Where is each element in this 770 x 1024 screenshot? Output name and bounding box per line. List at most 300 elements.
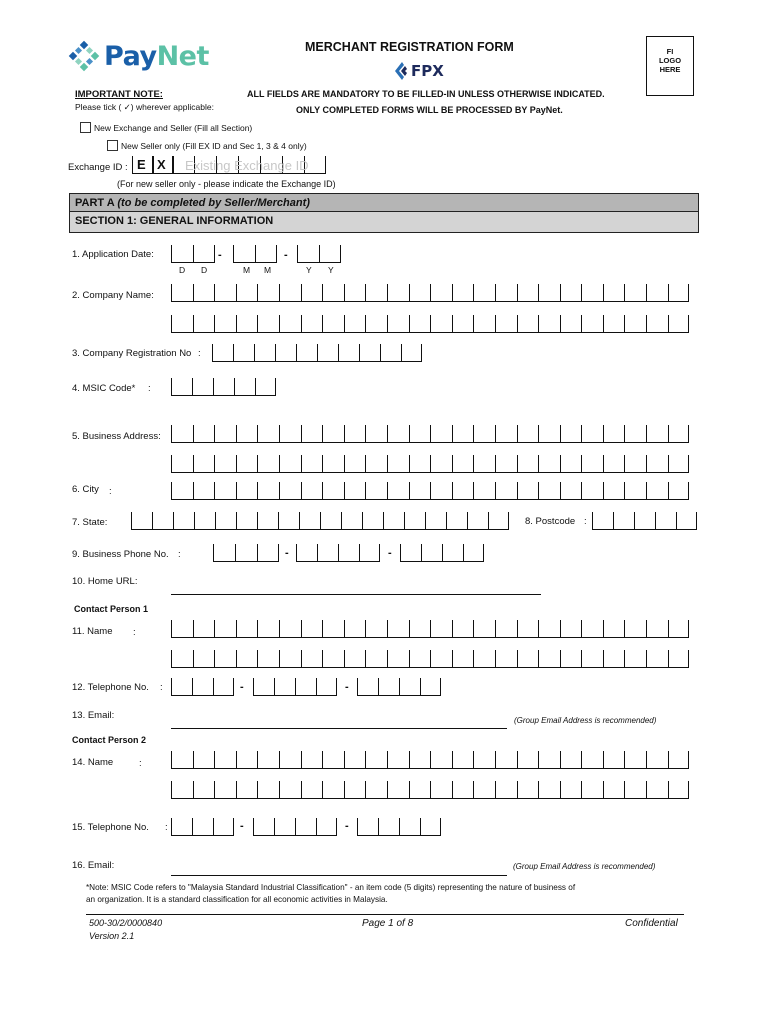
char-box[interactable] <box>646 425 668 443</box>
char-box[interactable] <box>473 455 495 473</box>
char-box[interactable] <box>473 751 495 769</box>
char-box[interactable] <box>668 781 690 799</box>
contact2-name-input-line-1[interactable] <box>171 751 689 769</box>
char-box[interactable] <box>581 455 603 473</box>
char-box[interactable] <box>338 344 359 362</box>
char-box[interactable] <box>257 781 279 799</box>
paynet-logo <box>68 38 209 74</box>
contact1-name-colon: : <box>133 627 136 638</box>
part-a-title-rest: (to be completed by Seller/Merchant) <box>117 197 310 209</box>
char-box[interactable] <box>624 781 646 799</box>
new-seller-only-label: New Seller only (Fill EX ID and Sec 1, 3 & 4 only) <box>121 141 307 151</box>
char-box[interactable] <box>624 284 646 302</box>
char-box[interactable] <box>214 315 236 333</box>
char-box[interactable] <box>668 284 690 302</box>
char-box[interactable] <box>236 482 258 500</box>
char-box[interactable] <box>603 284 625 302</box>
char-box[interactable] <box>646 315 668 333</box>
char-box[interactable] <box>387 650 409 668</box>
part-a-title-part: PART A <box>75 197 115 209</box>
char-box[interactable] <box>668 751 690 769</box>
char-box[interactable] <box>365 315 387 333</box>
company-name-input-line-1[interactable] <box>171 284 689 302</box>
char-box[interactable] <box>214 482 236 500</box>
company-reg-no-input[interactable] <box>212 344 422 362</box>
char-box[interactable] <box>171 650 193 668</box>
char-box[interactable] <box>452 425 474 443</box>
char-box[interactable] <box>387 425 409 443</box>
char-box[interactable] <box>560 650 582 668</box>
exchange-id-prefix-e: E <box>137 157 146 172</box>
char-box[interactable] <box>538 482 560 500</box>
char-box[interactable] <box>257 751 279 769</box>
business-address-input-line-1[interactable] <box>171 425 689 443</box>
char-box[interactable] <box>193 425 215 443</box>
char-box[interactable] <box>322 620 344 638</box>
char-box[interactable] <box>236 650 258 668</box>
char-box[interactable] <box>214 620 236 638</box>
city-input[interactable] <box>171 482 689 500</box>
char-box[interactable] <box>171 284 193 302</box>
char-box[interactable] <box>430 455 452 473</box>
char-box[interactable] <box>317 344 338 362</box>
char-box[interactable] <box>214 751 236 769</box>
char-box[interactable] <box>517 315 539 333</box>
char-box[interactable] <box>603 781 625 799</box>
part-a-title <box>75 198 310 209</box>
char-box[interactable] <box>668 620 690 638</box>
char-box[interactable] <box>171 315 193 333</box>
char-box[interactable] <box>212 344 233 362</box>
char-box[interactable] <box>430 315 452 333</box>
char-box[interactable] <box>452 455 474 473</box>
char-box[interactable] <box>581 482 603 500</box>
char-box[interactable] <box>517 482 539 500</box>
char-box[interactable] <box>301 650 323 668</box>
char-box[interactable] <box>236 284 258 302</box>
char-box[interactable] <box>473 315 495 333</box>
char-box[interactable] <box>387 620 409 638</box>
date-separator-2: - <box>284 249 288 261</box>
char-box[interactable] <box>560 620 582 638</box>
contact2-telephone-separator-2: - <box>345 820 349 832</box>
char-box[interactable] <box>171 751 193 769</box>
char-box[interactable] <box>387 781 409 799</box>
char-box[interactable] <box>495 455 517 473</box>
char-box[interactable] <box>646 751 668 769</box>
exchange-id-label: Exchange ID : <box>68 162 128 173</box>
char-box[interactable] <box>517 455 539 473</box>
char-box[interactable] <box>603 650 625 668</box>
company-name-input-line-2[interactable] <box>171 315 689 333</box>
date-year-hint-2: Y <box>328 265 334 275</box>
char-box[interactable] <box>387 284 409 302</box>
char-box[interactable] <box>603 315 625 333</box>
char-box[interactable] <box>452 482 474 500</box>
application-date-year-input[interactable] <box>297 245 341 263</box>
char-box[interactable] <box>538 781 560 799</box>
char-box[interactable] <box>236 781 258 799</box>
business-address-label: 5. Business Address: <box>72 431 161 442</box>
char-box[interactable] <box>409 455 431 473</box>
char-box[interactable] <box>473 620 495 638</box>
char-box[interactable] <box>365 425 387 443</box>
char-box[interactable] <box>624 751 646 769</box>
char-box[interactable] <box>452 781 474 799</box>
char-box[interactable] <box>430 781 452 799</box>
char-box[interactable] <box>452 650 474 668</box>
char-box[interactable] <box>301 315 323 333</box>
char-box[interactable] <box>322 425 344 443</box>
char-box[interactable] <box>409 781 431 799</box>
char-box[interactable] <box>301 455 323 473</box>
char-box[interactable] <box>581 751 603 769</box>
section1-title: SECTION 1: GENERAL INFORMATION <box>75 215 274 227</box>
date-month-hint-1: M <box>243 265 251 275</box>
char-box[interactable] <box>359 344 380 362</box>
char-box[interactable] <box>322 455 344 473</box>
char-box[interactable] <box>560 284 582 302</box>
char-box[interactable] <box>401 344 422 362</box>
char-box[interactable] <box>473 650 495 668</box>
char-box[interactable] <box>624 650 646 668</box>
char-box[interactable] <box>430 284 452 302</box>
char-box[interactable] <box>365 455 387 473</box>
char-box[interactable] <box>322 781 344 799</box>
char-box[interactable] <box>301 781 323 799</box>
char-box[interactable] <box>387 482 409 500</box>
char-box[interactable] <box>365 751 387 769</box>
char-box[interactable] <box>279 781 301 799</box>
char-box[interactable] <box>344 781 366 799</box>
char-box[interactable] <box>193 315 215 333</box>
business-phone-input-part-1[interactable] <box>213 544 279 562</box>
postcode-input[interactable] <box>592 512 697 530</box>
char-box[interactable] <box>603 455 625 473</box>
char-box[interactable] <box>495 284 517 302</box>
business-phone-separator-2: - <box>388 547 392 559</box>
char-box[interactable] <box>560 315 582 333</box>
char-box[interactable] <box>560 751 582 769</box>
contact1-telephone-label: 12. Telephone No. <box>72 682 149 693</box>
char-box[interactable] <box>517 620 539 638</box>
char-box[interactable] <box>646 482 668 500</box>
contact2-email-input[interactable] <box>171 875 507 876</box>
char-box[interactable] <box>344 751 366 769</box>
char-box[interactable] <box>322 751 344 769</box>
contact1-heading: Contact Person 1 <box>74 604 149 614</box>
char-box[interactable] <box>473 425 495 443</box>
contact2-telephone-colon: : <box>165 822 168 833</box>
char-box[interactable] <box>668 425 690 443</box>
contact2-name-input-line-2[interactable] <box>171 781 689 799</box>
char-box[interactable] <box>538 315 560 333</box>
char-box[interactable] <box>452 751 474 769</box>
char-box[interactable] <box>409 650 431 668</box>
char-box[interactable] <box>257 455 279 473</box>
paynet-wordmark: PayNet <box>104 40 209 72</box>
contact1-name-input-line-2[interactable] <box>171 650 689 668</box>
char-box[interactable] <box>322 315 344 333</box>
contact2-telephone-input-part-2[interactable] <box>253 818 337 836</box>
char-box[interactable] <box>538 455 560 473</box>
char-box[interactable] <box>538 751 560 769</box>
business-phone-input-part-2[interactable] <box>296 544 380 562</box>
fpx-mark-icon <box>395 62 409 80</box>
char-box[interactable] <box>646 284 668 302</box>
char-box[interactable] <box>236 620 258 638</box>
char-box[interactable] <box>257 650 279 668</box>
char-box[interactable] <box>624 315 646 333</box>
char-box[interactable] <box>257 482 279 500</box>
char-box[interactable] <box>668 650 690 668</box>
char-box[interactable] <box>668 482 690 500</box>
char-box[interactable] <box>236 425 258 443</box>
new-exchange-seller-checkbox[interactable] <box>80 122 91 133</box>
char-box[interactable] <box>279 284 301 302</box>
char-box[interactable] <box>409 482 431 500</box>
char-box[interactable] <box>344 425 366 443</box>
char-box[interactable] <box>560 482 582 500</box>
char-box[interactable] <box>538 425 560 443</box>
contact1-telephone-colon: : <box>160 682 163 693</box>
char-box[interactable] <box>430 482 452 500</box>
char-box[interactable] <box>430 425 452 443</box>
char-box[interactable] <box>193 781 215 799</box>
char-box[interactable] <box>495 781 517 799</box>
char-box[interactable] <box>257 425 279 443</box>
char-box[interactable] <box>387 315 409 333</box>
contact2-telephone-input-part-3[interactable] <box>357 818 441 836</box>
msic-code-colon: : <box>148 383 151 394</box>
application-date-label: 1. Application Date: <box>72 249 154 260</box>
char-box[interactable] <box>603 751 625 769</box>
char-box[interactable] <box>214 425 236 443</box>
char-box[interactable] <box>646 455 668 473</box>
char-box[interactable] <box>517 650 539 668</box>
char-box[interactable] <box>236 455 258 473</box>
char-box[interactable] <box>171 482 193 500</box>
char-box[interactable] <box>517 781 539 799</box>
char-box[interactable] <box>452 620 474 638</box>
char-box[interactable] <box>668 455 690 473</box>
fpx-logo <box>395 62 444 80</box>
char-box[interactable] <box>301 284 323 302</box>
char-box[interactable] <box>171 781 193 799</box>
char-box[interactable] <box>257 315 279 333</box>
char-box[interactable] <box>193 284 215 302</box>
char-box[interactable] <box>473 482 495 500</box>
char-box[interactable] <box>581 425 603 443</box>
char-box[interactable] <box>452 284 474 302</box>
contact1-name-input-line-1[interactable] <box>171 620 689 638</box>
state-input[interactable] <box>131 512 509 530</box>
char-box[interactable] <box>517 751 539 769</box>
char-box[interactable] <box>603 425 625 443</box>
char-box[interactable] <box>380 344 401 362</box>
date-month-hint-2: M <box>264 265 272 275</box>
char-box[interactable] <box>322 482 344 500</box>
company-reg-no-colon: : <box>198 348 201 359</box>
char-box[interactable] <box>365 284 387 302</box>
date-day-hint-2: D <box>201 265 208 275</box>
contact2-name-label: 14. Name <box>72 757 114 768</box>
contact2-telephone-label: 15. Telephone No. <box>72 822 149 833</box>
char-box[interactable] <box>430 751 452 769</box>
contact1-telephone-input-part-1[interactable] <box>171 678 234 696</box>
char-box[interactable] <box>409 284 431 302</box>
msic-code-label: 4. MSIC Code* <box>72 383 136 394</box>
char-box[interactable] <box>279 425 301 443</box>
char-box[interactable] <box>624 425 646 443</box>
section1-header <box>69 212 699 233</box>
char-box[interactable] <box>473 781 495 799</box>
char-box[interactable] <box>387 455 409 473</box>
char-box[interactable] <box>409 751 431 769</box>
char-box[interactable] <box>365 482 387 500</box>
char-box[interactable] <box>322 650 344 668</box>
char-box[interactable] <box>495 482 517 500</box>
part-a-header <box>69 193 699 212</box>
char-box[interactable] <box>279 455 301 473</box>
char-box[interactable] <box>233 344 254 362</box>
char-box[interactable] <box>193 620 215 638</box>
new-seller-only-checkbox[interactable] <box>107 140 118 151</box>
char-box[interactable] <box>214 650 236 668</box>
char-box[interactable] <box>409 425 431 443</box>
application-date-month-input[interactable] <box>233 245 277 263</box>
contact1-email-input[interactable] <box>171 728 507 729</box>
char-box[interactable] <box>301 482 323 500</box>
char-box[interactable] <box>581 620 603 638</box>
char-box[interactable] <box>254 344 275 362</box>
business-phone-input-part-3[interactable] <box>400 544 484 562</box>
char-box[interactable] <box>193 751 215 769</box>
mandatory-notice: ALL FIELDS ARE MANDATORY TO BE FILLED-IN UNLESS OTHERWISE INDICATED. <box>247 89 605 99</box>
char-box[interactable] <box>409 620 431 638</box>
char-box[interactable] <box>538 284 560 302</box>
char-box[interactable] <box>581 650 603 668</box>
char-box[interactable] <box>495 425 517 443</box>
char-box[interactable] <box>214 455 236 473</box>
application-date-day-input[interactable] <box>171 245 215 263</box>
char-box[interactable] <box>344 650 366 668</box>
char-box[interactable] <box>171 455 193 473</box>
home-url-input[interactable] <box>171 594 541 595</box>
char-box[interactable] <box>646 650 668 668</box>
char-box[interactable] <box>538 650 560 668</box>
char-box[interactable] <box>344 482 366 500</box>
char-box[interactable] <box>495 650 517 668</box>
msic-code-input[interactable] <box>171 378 276 396</box>
char-box[interactable] <box>560 425 582 443</box>
char-box[interactable] <box>275 344 296 362</box>
char-box[interactable] <box>365 650 387 668</box>
char-box[interactable] <box>344 620 366 638</box>
char-box[interactable] <box>473 284 495 302</box>
char-box[interactable] <box>214 781 236 799</box>
char-box[interactable] <box>560 455 582 473</box>
char-box[interactable] <box>344 455 366 473</box>
char-box[interactable] <box>171 425 193 443</box>
char-box[interactable] <box>624 482 646 500</box>
char-box[interactable] <box>581 781 603 799</box>
char-box[interactable] <box>322 284 344 302</box>
home-url-label: 10. Home URL: <box>72 576 138 587</box>
char-box[interactable] <box>387 751 409 769</box>
contact1-telephone-input-part-2[interactable] <box>253 678 337 696</box>
char-box[interactable] <box>193 650 215 668</box>
contact2-name-colon: : <box>139 758 142 769</box>
char-box[interactable] <box>646 781 668 799</box>
char-box[interactable] <box>236 315 258 333</box>
char-box[interactable] <box>430 650 452 668</box>
char-box[interactable] <box>279 650 301 668</box>
char-box[interactable] <box>581 315 603 333</box>
contact2-telephone-input-part-1[interactable] <box>171 818 234 836</box>
char-box[interactable] <box>279 751 301 769</box>
char-box[interactable] <box>365 781 387 799</box>
char-box[interactable] <box>409 315 431 333</box>
char-box[interactable] <box>624 455 646 473</box>
char-box[interactable] <box>603 482 625 500</box>
char-box[interactable] <box>517 425 539 443</box>
char-box[interactable] <box>257 284 279 302</box>
fi-logo-text: FI LOGO HERE <box>658 47 682 74</box>
char-box[interactable] <box>430 620 452 638</box>
contact2-email-hint: (Group Email Address is recommended) <box>513 862 656 871</box>
char-box[interactable] <box>344 284 366 302</box>
char-box[interactable] <box>171 620 193 638</box>
char-box[interactable] <box>365 620 387 638</box>
contact1-telephone-input-part-3[interactable] <box>357 678 441 696</box>
char-box[interactable] <box>301 425 323 443</box>
char-box[interactable] <box>236 751 258 769</box>
date-separator-1: - <box>218 249 222 261</box>
char-box[interactable] <box>560 781 582 799</box>
contact2-heading: Contact Person 2 <box>72 735 147 745</box>
char-box[interactable] <box>538 620 560 638</box>
char-box[interactable] <box>279 620 301 638</box>
char-box[interactable] <box>495 620 517 638</box>
company-reg-no-label: 3. Company Registration No <box>72 348 192 359</box>
char-box[interactable] <box>624 620 646 638</box>
business-address-input-line-2[interactable] <box>171 455 689 473</box>
char-box[interactable] <box>279 482 301 500</box>
char-box[interactable] <box>646 620 668 638</box>
char-box[interactable] <box>344 315 366 333</box>
char-box[interactable] <box>452 315 474 333</box>
char-box[interactable] <box>301 620 323 638</box>
city-colon: : <box>109 486 112 497</box>
contact1-email-hint: (Group Email Address is recommended) <box>514 716 657 725</box>
char-box[interactable] <box>279 315 301 333</box>
char-box[interactable] <box>296 344 317 362</box>
char-box[interactable] <box>193 482 215 500</box>
char-box[interactable] <box>257 620 279 638</box>
char-box[interactable] <box>581 284 603 302</box>
char-box[interactable] <box>495 315 517 333</box>
company-name-label: 2. Company Name: <box>72 290 154 301</box>
char-box[interactable] <box>668 315 690 333</box>
char-box[interactable] <box>495 751 517 769</box>
char-box[interactable] <box>301 751 323 769</box>
char-box[interactable] <box>603 620 625 638</box>
char-box[interactable] <box>193 455 215 473</box>
char-box[interactable] <box>517 284 539 302</box>
char-box[interactable] <box>214 284 236 302</box>
footer-classification: Confidential <box>625 918 678 929</box>
